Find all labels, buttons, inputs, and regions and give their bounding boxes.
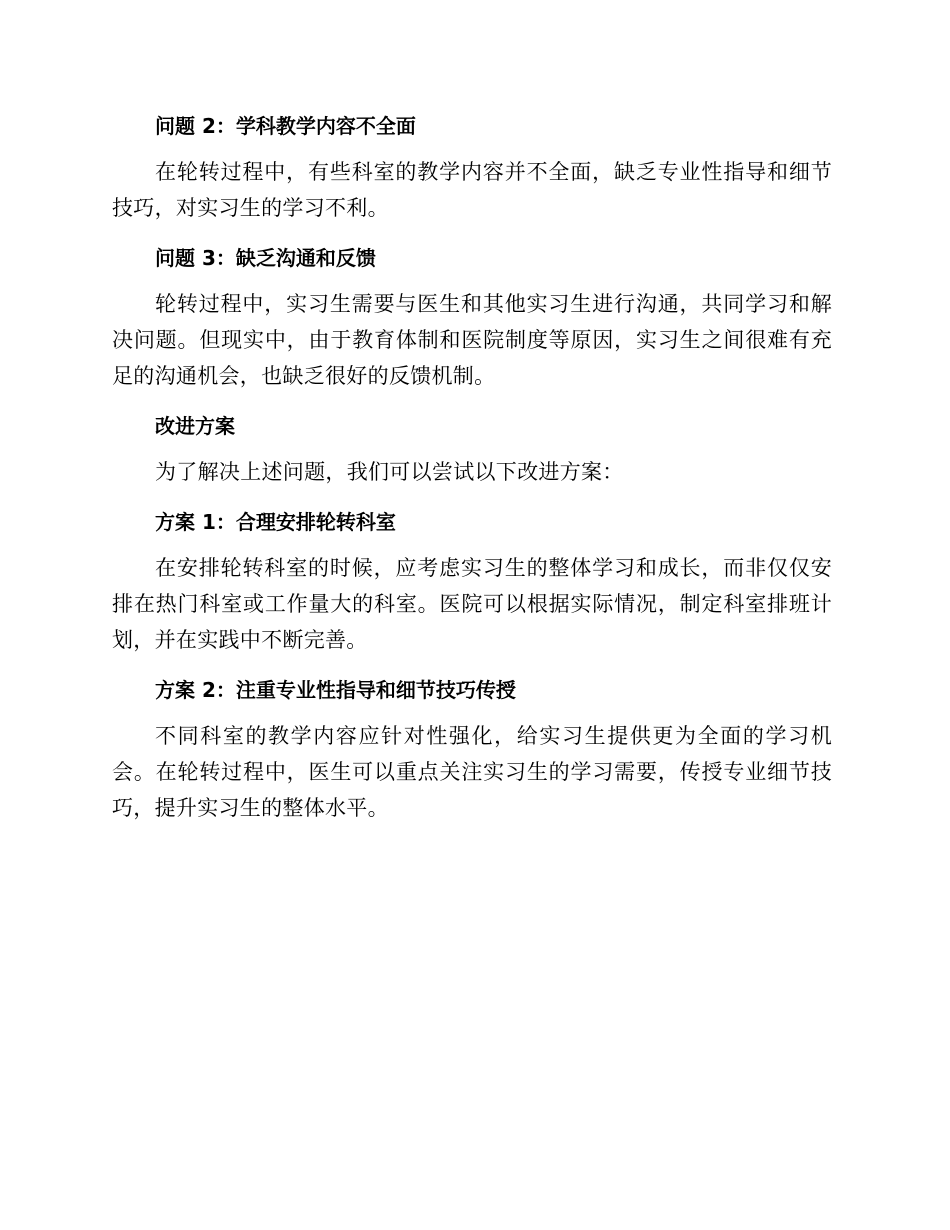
document-page: [112, 108, 832, 836]
paragraph-problem-2: 在轮转过程中，有些科室的教学内容并不全面，缺乏专业性指导和细节技巧，对实习生的学习不利。: [112, 160, 832, 220]
paragraph-problem-3: 轮转过程中，实习生需要与医生和其他实习生进行沟通，共同学习和解决问题。但现实中，由于教育体制和医院制度等原因，实习生之间很难有充足的沟通机会，也缺乏很好的反馈机制。: [112, 292, 832, 388]
heading-plan-1: 方案 1：合理安排轮转科室: [155, 510, 396, 534]
paragraph-plan-2: 不同科室的教学内容应针对性强化，给实习生提供更为全面的学习机会。在轮转过程中，医生可以重点关注实习生的学习需要，传授专业细节技巧，提升实习生的整体水平。: [112, 724, 832, 820]
heading-problem-2: 问题 2：学科教学内容不全面: [155, 114, 416, 138]
heading-problem-3: 问题 3：缺乏沟通和反馈: [155, 246, 376, 270]
paragraph-improvement-intro: 为了解决上述问题，我们可以尝试以下改进方案：: [155, 460, 624, 484]
heading-plan-2: 方案 2：注重专业性指导和细节技巧传授: [155, 678, 516, 702]
heading-improvement-plan: 改进方案: [155, 414, 235, 438]
paragraph-plan-1: 在安排轮转科室的时候，应考虑实习生的整体学习和成长，而非仅仅安排在热门科室或工作量大的科室。医院可以根据实际情况，制定科室排班计划，并在实践中不断完善。: [112, 556, 832, 652]
